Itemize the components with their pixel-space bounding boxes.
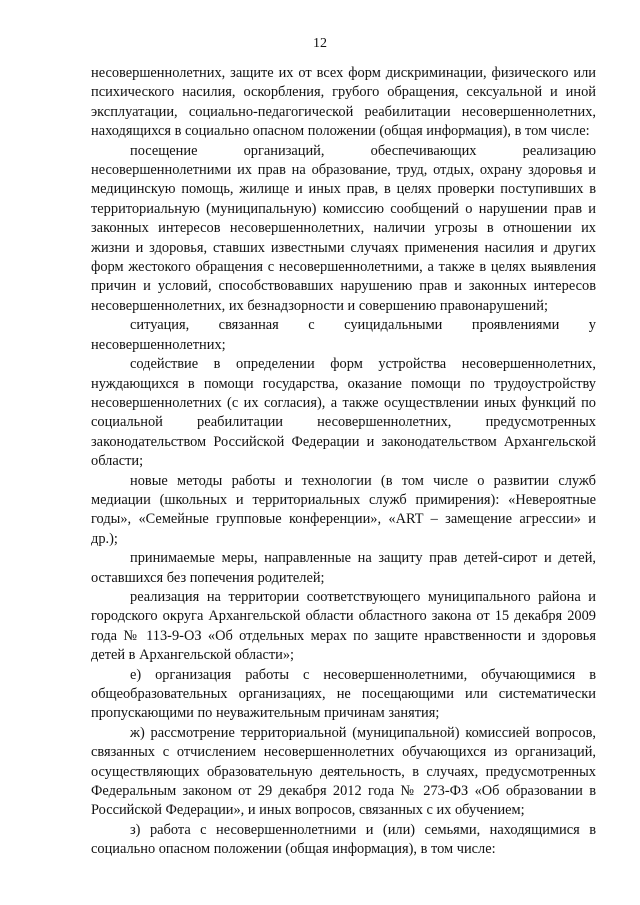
paragraph-suicidal-situation: ситуация, связанная с суицидальными проявлениями у несовершеннолетних; (91, 317, 596, 353)
paragraph-visiting-organizations: посещение организаций, обеспечивающих реализацию несовершеннолетними их прав на образование, труд, отдых, охрану здоровья и медицинскую помощь, жилище и иных прав, в целях проверки поступивших в территориальную (муниципальную) комиссию сообщений о нарушении прав и законных интересов несовершеннолетних, наличии угрозы в отношении их жизни и здоровья, ставших известными случаях применения насилия и других форм жестокого обращения с несовершеннолетними, а также в целях выявления причин и условий, способствовавших нарушению прав и законных интересов несовершеннолетних, их безнадзорности и совершению правонарушений; (91, 142, 596, 314)
document-body (91, 64, 596, 860)
paragraph-item-zh: ж) рассмотрение территориальной (муниципальной) комиссией вопросов, связанных с отчислением несовершеннолетних обучающихся из организаций, осуществляющих образовательную деятельность, в случаях, предусмотренных Федеральным законом от 29 декабря 2012 года № 273-ФЗ «Об образовании в Российской Федерации», и иных вопросов, связанных с их обучением; (91, 724, 596, 819)
page-number: 12 (313, 36, 327, 51)
paragraph-item-z: з) работа с несовершеннолетними и (или) семьями, находящимися в социально опасном положении (общая информация), в том числе: (91, 821, 596, 858)
paragraph-continuation: несовершеннолетних, защите их от всех форм дискриминации, физического или психического насилия, оскорбления, грубого обращения, сексуальной и иной эксплуатации, социально-педагогической реабилитации несовершеннолетних, находящихся в социально опасном положении (общая информация), в том числе: (91, 65, 596, 140)
paragraph-new-methods: новые методы работы и технологии (в том числе о развитии служб медиации (школьных и территориальных служб примирения): «Невероятные годы», «Семейные групповые конференции», «ART – замещение агрессии» и др.); (91, 472, 596, 547)
paragraph-placement-assistance: содействие в определении форм устройства несовершеннолетних, нуждающихся в помощи государства, оказание помощи по трудоустройству несовершеннолетних (с их согласия), а также осуществлении иных функций по социальной реабилитации несовершеннолетних, предусмотренных законодательством Российской Федерации и законодательством Архангельской области; (91, 356, 596, 470)
paragraph-orphans-protection: принимаемые меры, направленные на защиту прав детей-сирот и детей, оставшихся без попечения родителей; (91, 550, 596, 586)
paragraph-item-e: е) организация работы с несовершеннолетними, обучающимися в общеобразовательных организациях, не посещающими или систематически пропускающими по неуважительным причинам занятия; (91, 666, 596, 722)
paragraph-regional-law: реализация на территории соответствующего муниципального района и городского округа Архангельской области областного закона от 15 декабря 2009 года № 113-9-ОЗ «Об отдельных мерах по защите нравственности и здоровья детей в Архангельской области»; (91, 588, 596, 664)
